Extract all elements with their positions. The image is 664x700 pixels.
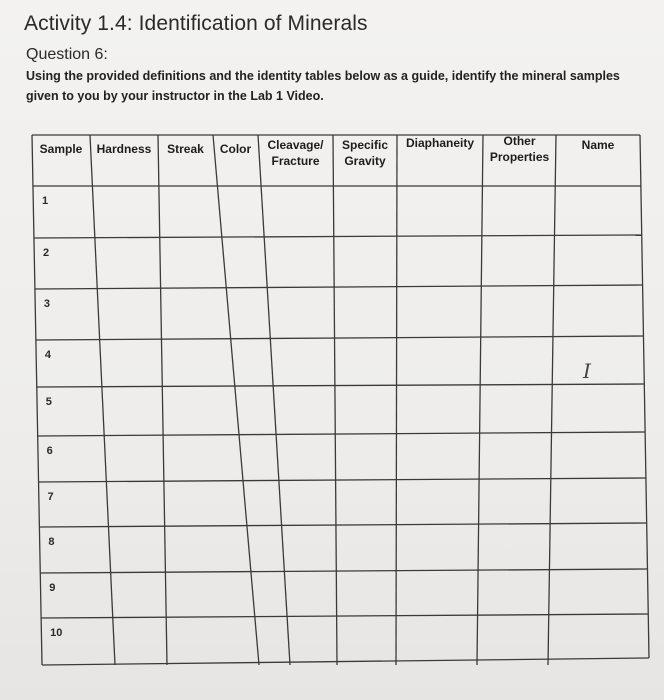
grid-row-line: [39, 523, 646, 527]
grid-column-line: [32, 135, 42, 665]
grid-column-line: [213, 135, 259, 665]
grid-column-line: [640, 135, 649, 658]
column-header: [556, 137, 640, 153]
grid-column-line: [258, 135, 290, 665]
text-cursor-icon: I: [583, 359, 591, 383]
row-number: 9: [49, 582, 56, 594]
column-header: [483, 133, 556, 165]
column-header-line1: Specific: [341, 138, 389, 152]
column-header: [397, 135, 483, 151]
row-number: 3: [43, 298, 51, 310]
grid-row-line: [35, 285, 643, 289]
grid-column-line: [90, 135, 115, 665]
column-header-line1: Name: [581, 138, 615, 152]
column-header-line2: Properties: [489, 150, 550, 164]
column-header-line1: Color: [219, 142, 252, 156]
question-label: Question 6:: [26, 46, 108, 63]
grid-column-line: [477, 135, 483, 665]
grid-row-line: [41, 614, 648, 618]
column-header-line2: Gravity: [344, 154, 386, 168]
row-number: 10: [50, 627, 63, 639]
column-header: [90, 141, 158, 157]
row-number: 8: [48, 536, 55, 548]
column-header-line1: Diaphaneity: [405, 136, 474, 150]
column-header: [32, 141, 90, 157]
column-header-line1: Other: [503, 134, 536, 148]
column-header-line1: Cleavage/: [267, 138, 324, 152]
row-number: 2: [42, 247, 50, 259]
row-number: 4: [44, 349, 51, 361]
column-header-line1: Hardness: [96, 142, 152, 156]
column-header-line1: Streak: [167, 142, 204, 156]
grid-row-line: [40, 569, 647, 573]
row-number: 7: [47, 491, 54, 503]
grid-column-line: [158, 135, 167, 665]
column-header-line2: Fracture: [271, 154, 320, 168]
row-number: 1: [41, 195, 49, 207]
grid-row-line: [38, 432, 645, 436]
column-header: [213, 141, 258, 157]
column-header-line1: Sample: [39, 142, 83, 156]
grid-row-line: [37, 384, 644, 387]
column-header: [258, 137, 333, 169]
grid-column-line: [333, 135, 337, 665]
grid-row-line: [34, 235, 642, 238]
grid-column-line: [396, 135, 397, 665]
instructions-text: Using the provided definitions and the identity tables below as a guide, identify the mineral samples given to you by your instructor in the Lab 1 Video.: [26, 69, 620, 103]
grid-column-line: [548, 135, 556, 665]
column-header: [158, 141, 213, 157]
row-number: 5: [45, 396, 52, 408]
row-number: 6: [46, 445, 53, 457]
grid-row-line: [42, 658, 649, 665]
page-title: Activity 1.4: Identification of Minerals: [24, 12, 368, 35]
grid-row-line: [39, 478, 646, 482]
column-header: [333, 137, 397, 169]
